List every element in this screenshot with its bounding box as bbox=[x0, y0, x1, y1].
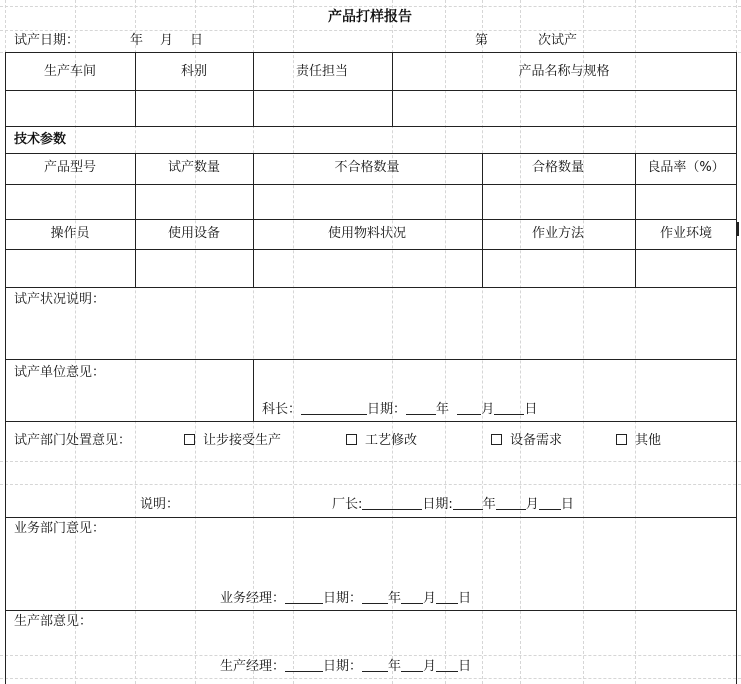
business-signature bbox=[220, 590, 471, 608]
option-equipment-need[interactable] bbox=[491, 432, 562, 450]
header-workshop: 生产车间 bbox=[43, 64, 97, 79]
gridline bbox=[0, 484, 741, 485]
month-label: 月 bbox=[525, 497, 539, 512]
manager-blank bbox=[285, 590, 323, 604]
year-label: 年 bbox=[388, 659, 402, 674]
border-line bbox=[5, 219, 736, 220]
border-line bbox=[5, 90, 736, 91]
production-signature bbox=[220, 658, 471, 676]
day-label: 日 bbox=[458, 591, 472, 606]
trial-date-year: 年 bbox=[130, 33, 144, 48]
trial-date-label: 试产日期： bbox=[14, 33, 80, 48]
gridline bbox=[195, 0, 196, 684]
header-department: 科别 bbox=[180, 64, 208, 79]
option-concession[interactable] bbox=[184, 432, 281, 450]
month-blank bbox=[496, 496, 526, 510]
year-label: 年 bbox=[388, 591, 402, 606]
year-label: 年 bbox=[482, 497, 496, 512]
gridline bbox=[0, 461, 741, 462]
border-line bbox=[5, 52, 736, 53]
border-line bbox=[5, 517, 736, 518]
unit-opinion-signature bbox=[262, 401, 537, 419]
option-label: 其他 bbox=[635, 433, 662, 448]
border-line bbox=[5, 184, 736, 185]
business-opinion-label: 业务部门意见： bbox=[14, 521, 106, 536]
director-signature bbox=[332, 496, 574, 514]
business-manager-label: 业务经理： bbox=[220, 591, 286, 606]
report-title: 产品打样报告 bbox=[328, 9, 412, 25]
gridline bbox=[635, 0, 636, 684]
unit-opinion-label: 试产单位意见： bbox=[14, 365, 106, 380]
day-label: 日 bbox=[524, 402, 538, 417]
month-blank bbox=[401, 658, 423, 672]
checkbox[interactable] bbox=[346, 434, 357, 445]
border-line bbox=[5, 153, 736, 154]
border-line bbox=[5, 359, 736, 360]
header-operator: 操作员 bbox=[50, 226, 90, 241]
border-line bbox=[253, 52, 254, 126]
director-blank bbox=[362, 496, 422, 510]
status-description-label: 试产状况说明： bbox=[14, 292, 106, 307]
header-model: 产品型号 bbox=[43, 160, 97, 175]
dept-handling-label: 试产部门处置意见： bbox=[14, 433, 132, 448]
option-label: 工艺修改 bbox=[365, 433, 418, 448]
checkbox[interactable] bbox=[491, 434, 502, 445]
day-blank bbox=[539, 496, 561, 510]
month-blank bbox=[457, 401, 481, 415]
option-label: 让步接受生产 bbox=[203, 433, 282, 448]
option-process-change[interactable] bbox=[346, 432, 417, 450]
trial-date-month: 月 bbox=[160, 33, 174, 48]
border-line bbox=[253, 153, 254, 287]
border-line bbox=[253, 359, 254, 421]
year-label: 年 bbox=[436, 402, 450, 417]
header-material-status: 使用物料状况 bbox=[327, 226, 407, 241]
option-other[interactable] bbox=[616, 432, 661, 450]
chief-label: 科长： bbox=[262, 402, 302, 417]
header-pass-qty: 合格数量 bbox=[531, 160, 585, 175]
header-product-name-spec: 产品名称与规格 bbox=[518, 64, 610, 79]
column-resize-mark bbox=[736, 222, 739, 236]
border-line bbox=[5, 52, 6, 684]
trial-date-day: 日 bbox=[190, 33, 204, 48]
header-trial-qty: 试产数量 bbox=[167, 160, 221, 175]
border-line bbox=[392, 52, 393, 126]
gridline bbox=[520, 0, 521, 684]
border-line bbox=[135, 153, 136, 287]
checkbox[interactable] bbox=[184, 434, 195, 445]
border-line bbox=[635, 153, 636, 287]
production-opinion-label: 生产部意见： bbox=[14, 614, 93, 629]
border-line bbox=[482, 153, 483, 287]
month-blank bbox=[401, 590, 423, 604]
header-equipment: 使用设备 bbox=[167, 226, 221, 241]
header-yield-rate: 良品率（%） bbox=[647, 160, 725, 175]
header-work-method: 作业方法 bbox=[531, 226, 585, 241]
year-blank bbox=[406, 401, 436, 415]
day-blank bbox=[494, 401, 524, 415]
day-blank bbox=[436, 658, 458, 672]
border-line bbox=[5, 126, 736, 127]
gridline bbox=[445, 0, 446, 684]
month-label: 月 bbox=[423, 659, 437, 674]
checkbox[interactable] bbox=[616, 434, 627, 445]
director-label: 厂长: bbox=[332, 497, 363, 512]
production-manager-label: 生产经理： bbox=[220, 659, 286, 674]
day-label: 日 bbox=[560, 497, 574, 512]
gridline bbox=[0, 655, 741, 656]
day-blank bbox=[436, 590, 458, 604]
gridline bbox=[293, 0, 294, 684]
header-responsible: 责任担当 bbox=[295, 64, 349, 79]
gridline bbox=[75, 0, 76, 684]
header-work-environment: 作业环境 bbox=[659, 226, 713, 241]
border-line bbox=[736, 52, 737, 684]
month-label: 月 bbox=[423, 591, 437, 606]
border-line bbox=[5, 249, 736, 250]
border-line bbox=[5, 287, 736, 288]
year-blank bbox=[362, 590, 388, 604]
trial-nth: 第 bbox=[475, 33, 489, 48]
year-blank bbox=[362, 658, 388, 672]
border-line bbox=[135, 52, 136, 126]
date-label: 日期: bbox=[422, 497, 453, 512]
date-label: 日期： bbox=[367, 402, 407, 417]
date-label: 日期： bbox=[323, 659, 363, 674]
explain-label: 说明： bbox=[140, 497, 180, 512]
year-blank bbox=[453, 496, 483, 510]
gridline bbox=[0, 678, 741, 679]
month-label: 月 bbox=[481, 402, 495, 417]
border-line bbox=[5, 421, 736, 422]
option-label: 设备需求 bbox=[510, 433, 563, 448]
chief-blank bbox=[301, 401, 367, 415]
day-label: 日 bbox=[458, 659, 472, 674]
trial-suffix: 次试产 bbox=[538, 33, 578, 48]
border-line bbox=[5, 610, 736, 611]
gridline bbox=[0, 6, 741, 7]
gridline bbox=[0, 30, 741, 31]
date-label: 日期： bbox=[323, 591, 363, 606]
gridline bbox=[583, 0, 584, 684]
manager-blank bbox=[285, 658, 323, 672]
gridline bbox=[482, 0, 483, 684]
tech-params-label: 技术参数 bbox=[14, 132, 67, 147]
header-defect-qty: 不合格数量 bbox=[334, 160, 400, 175]
